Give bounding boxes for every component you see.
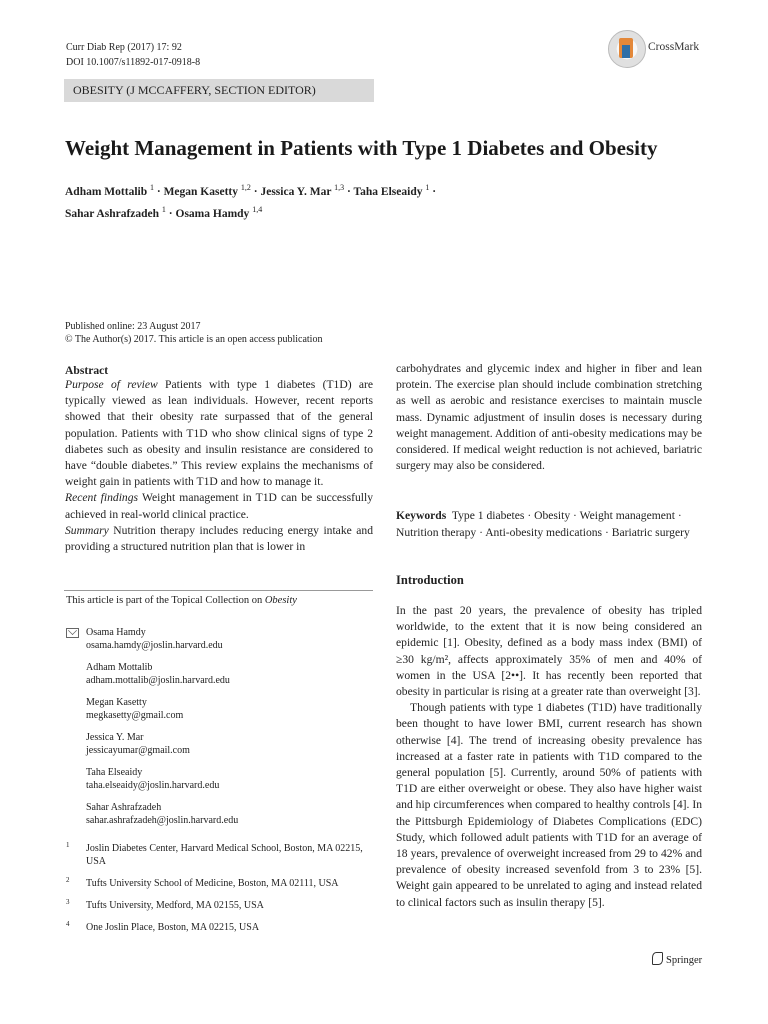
affiliation-text: Tufts University School of Medicine, Boston, MA 02111, USA bbox=[86, 878, 339, 889]
contact-item bbox=[66, 661, 371, 687]
author-name[interactable]: Sahar Ashrafzadeh bbox=[65, 207, 160, 220]
purpose-text: Patients with type 1 diabetes (T1D) are typically viewed as lean individuals. However, recent reports showed that their obesity rate surpassed that of the general population. Patients with T1D who show clinical signs of type 2 diabetes such as obesity and insulin resistance are considered to have “double diabetes.” This review explains the mechanisms of weight gain in patients with T1D and how to manage it. bbox=[65, 378, 373, 489]
contact-email[interactable]: taha.elseaidy@joslin.harvard.edu bbox=[86, 780, 220, 791]
findings-label: Recent findings bbox=[65, 491, 139, 505]
keywords bbox=[396, 508, 702, 541]
affiliation-item bbox=[66, 842, 371, 868]
affiliation-list bbox=[66, 842, 371, 943]
contact-name: Taha Elseaidy bbox=[86, 767, 143, 778]
contact-item bbox=[66, 766, 371, 792]
contact-email[interactable]: adham.mottalib@joslin.harvard.edu bbox=[86, 675, 230, 686]
journal-citation: Curr Diab Rep (2017) 17: 92 bbox=[66, 42, 182, 53]
author-name[interactable]: Taha Elseaidy bbox=[353, 185, 423, 198]
topical-collection-link[interactable]: Obesity bbox=[264, 595, 297, 606]
contact-email[interactable]: jessicayumar@gmail.com bbox=[86, 745, 190, 756]
purpose-label: Purpose of review bbox=[65, 378, 158, 391]
affiliation-number: 1 bbox=[66, 841, 70, 849]
contact-item bbox=[66, 801, 371, 827]
crossmark-ribbon bbox=[622, 45, 630, 58]
topical-collection bbox=[66, 595, 297, 606]
affiliation-number: 4 bbox=[66, 920, 70, 928]
findings-text: Weight management in T1D can be successfully achieved in real-world clinical practice. bbox=[65, 491, 373, 521]
published-date: Published online: 23 August 2017 bbox=[65, 321, 201, 332]
article-title: Weight Management in Patients with Type 1 Diabetes and Obesity bbox=[65, 136, 658, 160]
publisher-name: Springer bbox=[666, 955, 703, 966]
contact-name: Megan Kasetty bbox=[86, 697, 147, 708]
abstract-continuation: carbohydrates and glycemic index and higher in fiber and lean protein. The exercise plan should include combination stretching as well as aerobic and resistance exercises to maintain muscle mass. Dynamic adjustment of insulin doses is necessary during weight management. Addition of anti-obesity medications may be considered. If medical weight reduction is not achieved, bariatric surgery may also be considered. bbox=[396, 362, 702, 473]
affiliation-number: 3 bbox=[66, 898, 70, 906]
contact-name: Jessica Y. Mar bbox=[86, 732, 144, 743]
contact-name: Osama Hamdy bbox=[86, 627, 146, 638]
affiliation-text: Tufts University, Medford, MA 02155, USA bbox=[86, 900, 264, 911]
contact-email[interactable]: megkasetty@gmail.com bbox=[86, 710, 184, 721]
summary-text: Nutrition therapy includes reducing energy intake and providing a structured nutrition plan that is lower in bbox=[65, 523, 373, 554]
affiliation-item bbox=[66, 899, 371, 912]
copyright-notice: © The Author(s) 2017. This article is an open access publication bbox=[65, 334, 323, 345]
author-affil: 1 bbox=[149, 183, 154, 192]
contact-email[interactable]: osama.hamdy@joslin.harvard.edu bbox=[86, 640, 223, 651]
contact-item bbox=[66, 731, 371, 757]
topical-prefix: This article is part of the Topical Collection on bbox=[66, 595, 265, 606]
abstract-body bbox=[65, 377, 373, 555]
summary-label: Summary bbox=[65, 523, 109, 537]
author-name[interactable]: Jessica Y. Mar bbox=[260, 185, 332, 198]
introduction-heading: Introduction bbox=[396, 573, 464, 587]
contact-list bbox=[66, 626, 371, 836]
affiliation-item bbox=[66, 921, 371, 934]
section-banner: OBESITY (J MCCAFFERY, SECTION EDITOR) bbox=[64, 79, 374, 102]
author-name[interactable]: Adham Mottalib bbox=[65, 185, 148, 198]
contact-name: Sahar Ashrafzadeh bbox=[86, 802, 162, 813]
author-affil: 1,2 bbox=[240, 183, 251, 192]
author-affil: 1 bbox=[161, 204, 166, 214]
keywords-text: Type 1 diabetes · Obesity · Weight management · Nutrition therapy · Anti-obesity medications · Bariatric surgery bbox=[396, 509, 690, 539]
author-name[interactable]: Megan Kasetty bbox=[163, 185, 238, 198]
divider bbox=[64, 590, 373, 591]
abstract-heading: Abstract bbox=[65, 364, 109, 377]
springer-horse-icon bbox=[652, 952, 663, 965]
crossmark-label: CrossMark bbox=[648, 41, 700, 53]
author-affil: 1 bbox=[425, 183, 430, 192]
affiliation-text: One Joslin Place, Boston, MA 02215, USA bbox=[86, 922, 260, 933]
envelope-icon bbox=[66, 628, 79, 638]
contact-email[interactable]: sahar.ashrafzadeh@joslin.harvard.edu bbox=[86, 815, 239, 826]
contact-item bbox=[66, 696, 371, 722]
author-list: Adham Mottalib $^1$ · Megan Kasetty $^{1,2}$ · Jessica Y. Mar $^{1,3}$ · Taha Elseaidy $^1$ · Sahar Ashrafzadeh $^1$ · Osama Hamdy $^{1,4}$ bbox=[65, 183, 437, 220]
keywords-label: Keywords bbox=[396, 509, 447, 522]
affiliation-item bbox=[66, 877, 371, 890]
doi[interactable]: DOI 10.1007/s11892-017-0918-8 bbox=[66, 57, 201, 68]
affiliation-number: 2 bbox=[66, 876, 70, 884]
crossmark-badge[interactable] bbox=[608, 30, 718, 68]
introduction-body bbox=[396, 603, 702, 911]
contact-name: Adham Mottalib bbox=[86, 662, 153, 673]
author-affil: 1,4 bbox=[252, 204, 263, 214]
publisher-logo bbox=[652, 952, 712, 966]
intro-paragraph-1: In the past 20 years, the prevalence of obesity has tripled worldwide, to the extent that it is now being considered an epidemic [1]. Obesity, defined as a body mass index (BMI) of ≥30 kg/m², affects approximately 35% of men and 40% of women in the USA [2••]. It has recently been reported that obesity in particular is rising at a greater rate than overweight [3]. bbox=[396, 604, 702, 699]
author-affil: 1,3 bbox=[334, 183, 345, 192]
affiliation-text: Joslin Diabetes Center, Harvard Medical School, Boston, MA 02215, USA bbox=[86, 843, 363, 867]
author-name[interactable]: Osama Hamdy bbox=[175, 207, 250, 220]
contact-item bbox=[66, 626, 371, 652]
intro-paragraph-2: Though patients with type 1 diabetes (T1D) have traditionally been thought to have lower BMI, current research has shown otherwise [4]. The trend of increasing obesity prevalence has increased at a faster rate in patients with T1D compared to the general population [5]. Currently, around 50% of patients with T1D are either overweight or obese. They also have higher waist and hip circumferences when compared to healthy controls [4]. In the Pittsburgh Epidemiology of Diabetes Complications (EDC) Study, which followed adult patients with T1D for an average of 18 years, prevalence of overweight increased from 29 to 42% and prevalence of obesity increased sevenfold from 3 to 23% [5]. Weight gain appeared to be unrelated to aging and instead related to clinical factors such as insulin therapy [5]. bbox=[396, 701, 702, 909]
